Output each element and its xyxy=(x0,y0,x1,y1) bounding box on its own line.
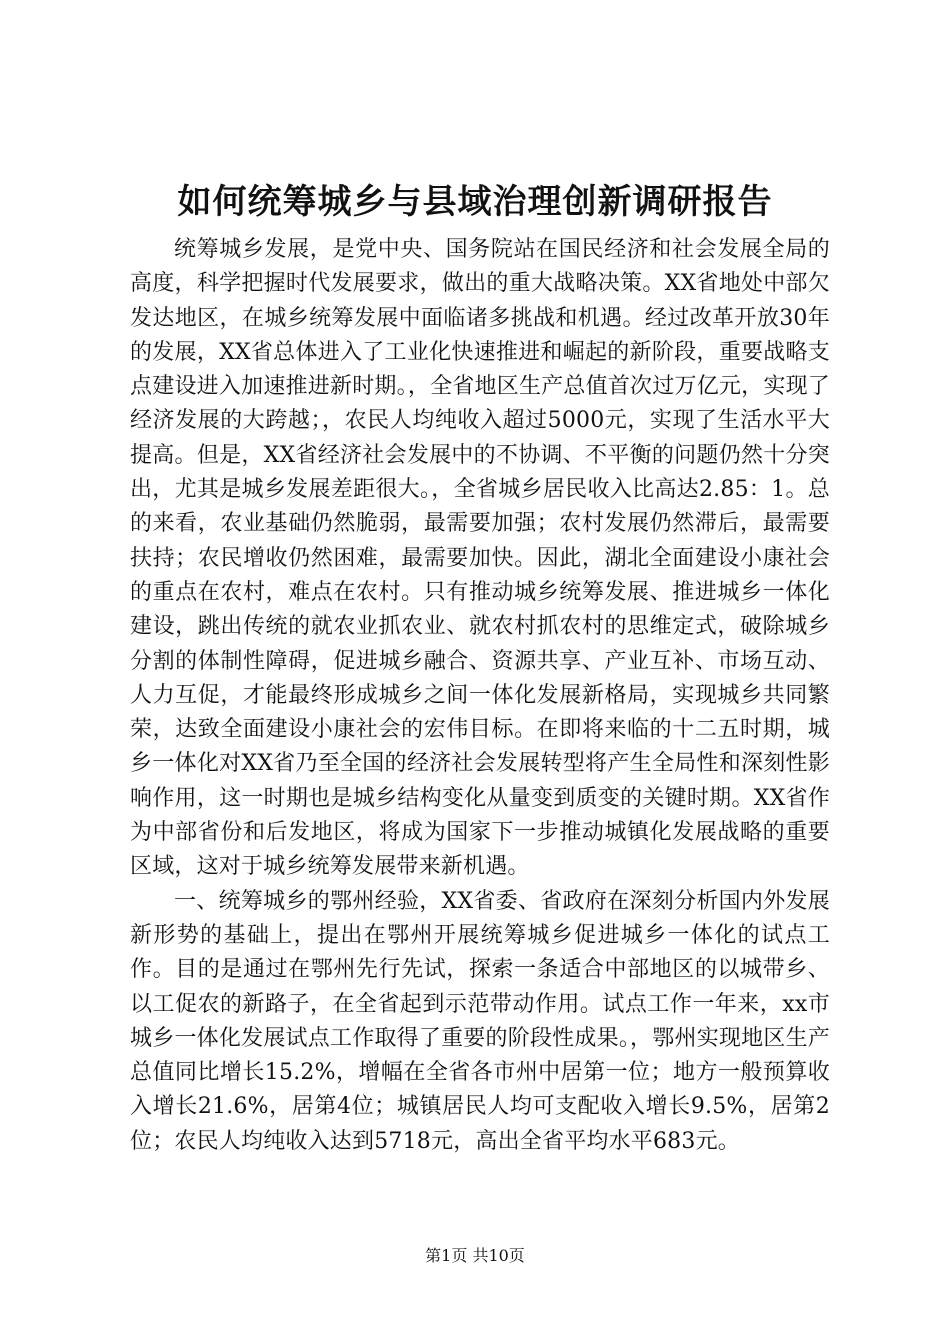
paragraph: 统筹城乡发展，是党中央、国务院站在国民经济和社会发展全局的高度，科学把握时代发展要求，做出的重大战略决策。XX省地处中部欠发达地区，在城乡统筹发展中面临诸多挑战和机遇。经过改革开放30年的发展，XX省总体进入了工业化快速推进和崛起的新阶段，重要战略支点建设进入加速推进新时期。，全省地区生产总值首次过万亿元，实现了经济发展的大跨越；，农民人均纯收入超过5000元，实现了生活水平大提高。但是，XX省经济社会发展中的不协调、不平衡的问题仍然十分突出，尤其是城乡发展差距很大。，全省城乡居民收入比高达2.85：1。总的来看，农业基础仍然脆弱，最需要加强；农村发展仍然滞后，最需要扶持；农民增收仍然困难，最需要加快。因此，湖北全面建设小康社会的重点在农村，难点在农村。只有推动城乡统筹发展、推进城乡一体化建设，跳出传统的就农业抓农业、就农村抓农村的思维定式，破除城乡分割的体制性障碍，促进城乡融合、资源共享、产业互补、市场互动、人力互促，才能最终形成城乡之间一体化发展新格局，实现城乡共同繁荣，达致全面建设小康社会的宏伟目标。在即将来临的十二五时期，城乡一体化对XX省乃至全国的经济社会发展转型将产生全局性和深刻性影响作用，这一时期也是城乡结构变化从量变到质变的关键时期。XX省作为中部省份和后发地区，将成为国家下一步推动城镇化发展战略的重要区域，这对于城乡统筹发展带来新机遇。 xyxy=(130,237,830,880)
page-number: 第1页 共10页 xyxy=(425,1246,525,1265)
document-title: 如何统筹城乡与县域治理创新调研报告 xyxy=(177,182,773,222)
paragraph: 一、统筹城乡的鄂州经验，XX省委、省政府在深刻分析国内外发展新形势的基础上，提出在鄂州开展统筹城乡促进城乡一体化的试点工作。目的是通过在鄂州先行先试，探索一条适合中部地区的以城带乡、以工促农的新路子，在全省起到示范带动作用。试点工作一年来，xx市城乡一体化发展试点工作取得了重要的阶段性成果。，鄂州实现地区生产总值同比增长15.2%，增幅在全省各市州中居第一位；地方一般预算收入增长21.6%，居第4位；城镇居民人均可支配收入增长9.5%，居第2位；农民人均纯收入达到5718元，高出全省平均水平683元。 xyxy=(130,888,830,1154)
document-body xyxy=(130,233,830,1159)
